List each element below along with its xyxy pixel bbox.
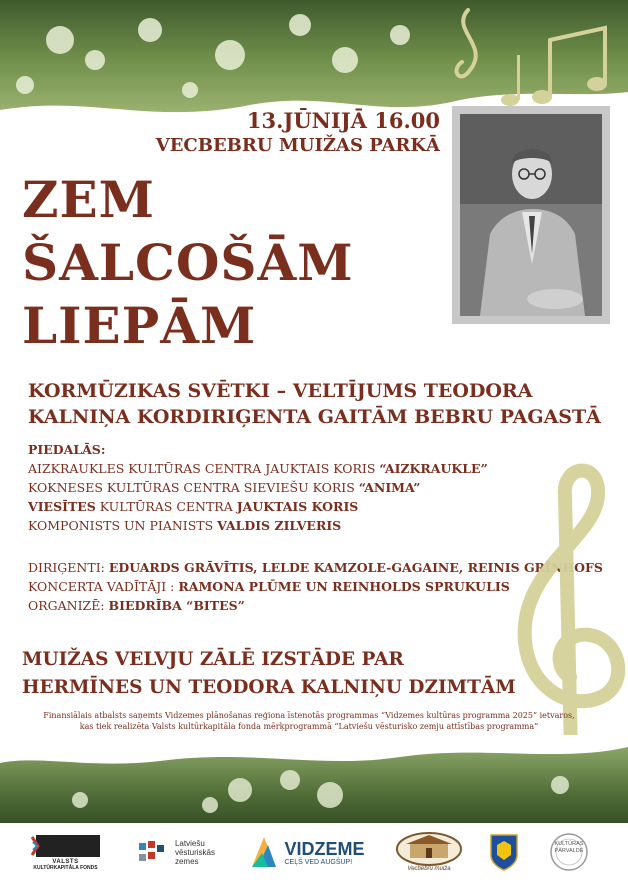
linden-blossoms <box>0 765 628 825</box>
manor-house-icon <box>396 832 462 866</box>
funding-statement <box>24 710 594 732</box>
portrait-photo <box>460 114 602 316</box>
event-venue: VECBEBRU MUIŽAS PARKĀ <box>155 135 440 156</box>
vkkf-emblem-icon <box>30 833 102 859</box>
funding-line-1: Finansiālais atbalsts saņemts Vidzemes plānošanas reģiona īstenotās programmas “Vidzemes kultūras programma 2025” ietvaros, <box>43 711 575 720</box>
title-line-3: LIEPĀM <box>22 296 257 355</box>
vkkf-logo: VALSTS KULTŪRKAPITĀLA FONDS <box>28 828 103 876</box>
exhibition-line-2: HERMĪNES UN TEODORA KALNIŅU DZIMTĀM <box>22 677 516 698</box>
exhibition-notice <box>22 646 522 702</box>
vidzeme-emblem-icon <box>250 835 278 869</box>
vidzeme-logo: VIDZEME CEĻŠ VED AUGŠUP! <box>240 828 375 876</box>
portrait-photo-frame <box>452 106 610 324</box>
culture-administration-logo: KULTŪRAS PĀRVALDE <box>545 828 593 876</box>
funding-line-2: kas tiek realizēta Valsts kultūrkapitāla fonda mērķprogrammā “Latviešu vēsturisko zemju attīstības programma” <box>79 722 539 731</box>
vecbebru-manor-logo: Vecbebru muiža <box>393 828 465 876</box>
participant-item: KOMPONISTS UN PIANISTS VALDIS ZILVERIS <box>28 518 342 533</box>
event-header <box>150 108 440 158</box>
participant-item: AIZKRAUKLES KULTŪRAS CENTRA JAUKTAIS KORIS “AIZKRAUKLE” <box>28 461 488 476</box>
latvian-historic-lands-logo: Latviešu vēsturiskās zemes <box>132 828 222 876</box>
event-date-time: 13.JŪNIJĀ 16.00 <box>246 108 440 133</box>
hosts-line: KONCERTA VADĪTĀJI : RAMONA PLŪME UN REINHOLDS SPRUKULIS <box>28 579 510 594</box>
title-line-1: ZEM <box>22 170 155 229</box>
historic-lands-icon <box>139 841 169 863</box>
conductors-line: DIRIĢENTI: EDUARDS GRĀVĪTIS, LELDE KAMZOLE-GAGAINE, REINIS GRĪNHOFS <box>28 560 603 575</box>
portrait-illustration <box>460 114 602 316</box>
participant-item: KOKNESES KULTŪRAS CENTRA SIEVIEŠU KORIS “ANIMA” <box>28 480 421 495</box>
shield-icon <box>489 833 519 871</box>
event-subtitle: KORMŪZIKAS SVĒTKI – VELTĪJUMS TEODORA KALNIŅA KORDIRIĢENTA GAITĀM BEBRU PAGASTĀ <box>28 380 601 428</box>
coat-of-arms-logo <box>486 828 522 876</box>
exhibition-line-1: MUIŽAS VELVJU ZĀLĒ IZSTĀDE PAR <box>22 649 404 670</box>
organizer-line: ORGANIZĒ: BIEDRĪBA “BITES” <box>28 598 245 613</box>
participant-item: VIESĪTES KULTŪRAS CENTRA JAUKTAIS KORIS <box>28 499 359 514</box>
title-line-2: ŠALCOŠĀM <box>22 233 354 292</box>
poster-title <box>22 168 354 357</box>
participants-label: PIEDALĀS: <box>28 442 106 457</box>
